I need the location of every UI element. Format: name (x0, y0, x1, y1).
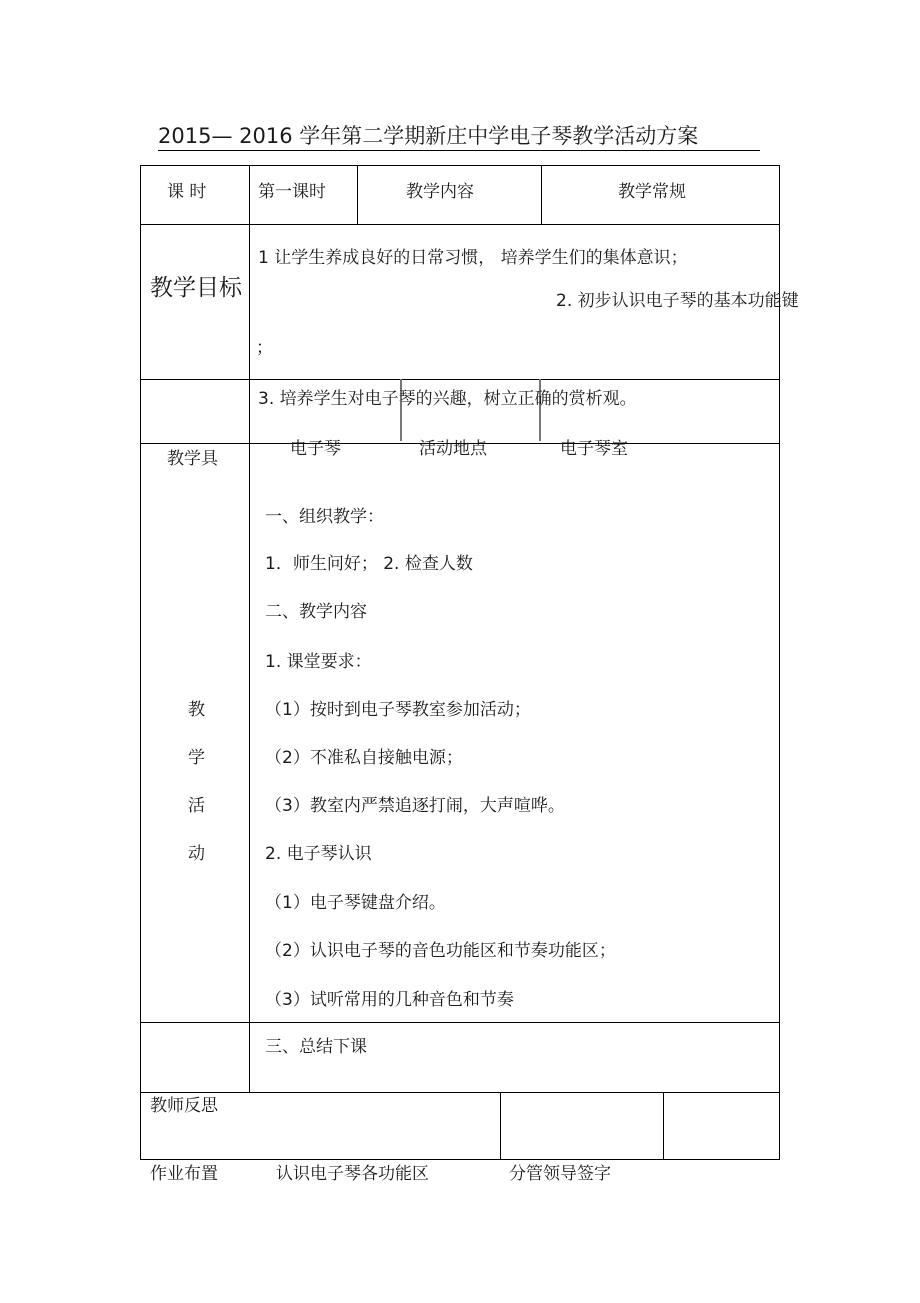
activity-line: 2. 电子琴认识 (265, 844, 372, 864)
tools-label: 教学具 (167, 449, 218, 469)
table-line (140, 165, 780, 166)
activity-line: 1．师生问好； 2. 检查人数 (265, 554, 473, 574)
period-label: 课 时 (167, 182, 207, 202)
activity-label-char: 学 (188, 748, 205, 768)
table-line (140, 224, 780, 225)
homework-value: 认识电子琴各功能区 (276, 1164, 429, 1184)
objective-line: 3. 培养学生对电子琴的兴趣，树立正确的赏析观。 (258, 389, 637, 409)
activity-line: （3）试听常用的几种音色和节奏 (265, 990, 514, 1010)
activity-line: 1. 课堂要求： (265, 652, 372, 672)
objective-line-tail: ； (256, 338, 273, 358)
period-value: 第一课时 (258, 182, 326, 202)
objective-line: 1 让学生养成良好的日常习惯， 培养学生们的集体意识； (258, 248, 688, 268)
location-label: 活动地点 (419, 439, 487, 459)
summary-line: 三、总结下课 (265, 1037, 367, 1057)
table-line (357, 165, 358, 225)
reflection-label: 教师反思 (150, 1096, 218, 1116)
table-line (663, 1092, 664, 1160)
activity-line: （1）电子琴键盘介绍。 (265, 893, 446, 913)
tools-value: 电子琴 (290, 439, 341, 459)
table-line (140, 1022, 780, 1023)
activity-line: （3）教室内严禁追逐打闹，大声喧哗。 (265, 796, 565, 816)
content-label: 教学内容 (406, 182, 474, 202)
table-line (500, 1092, 501, 1160)
table-line (140, 165, 141, 1160)
activity-line: 二、教学内容 (265, 602, 367, 622)
table-line (140, 379, 780, 380)
title-underline (158, 150, 760, 151)
table-line (249, 165, 250, 1093)
activity-line: （2）不准私自接触电源； (265, 748, 463, 768)
location-value: 电子琴室 (560, 439, 628, 459)
table-line (541, 165, 542, 225)
activity-label-char: 教 (188, 700, 205, 720)
content-value: 教学常规 (618, 182, 686, 202)
table-line (779, 165, 780, 1160)
objectives-label: 教学目标 (150, 275, 242, 301)
activity-label-char: 动 (188, 844, 205, 864)
table-line (140, 1159, 780, 1160)
activity-line: （1）按时到电子琴教室参加活动； (265, 700, 531, 720)
table-line (140, 1092, 780, 1093)
page-title: 2015— 2016 学年第二学期新庄中学电子琴教学活动方案 (158, 124, 699, 148)
leader-signature-label: 分管领导签字 (509, 1164, 611, 1184)
activity-line: 一、组织教学： (265, 507, 384, 527)
homework-label: 作业布置 (150, 1164, 218, 1184)
activity-line: （2）认识电子琴的音色功能区和节奏功能区； (265, 941, 616, 961)
activity-label-char: 活 (188, 796, 205, 816)
objective-line: 2. 初步认识电子琴的基本功能键 (556, 291, 799, 311)
